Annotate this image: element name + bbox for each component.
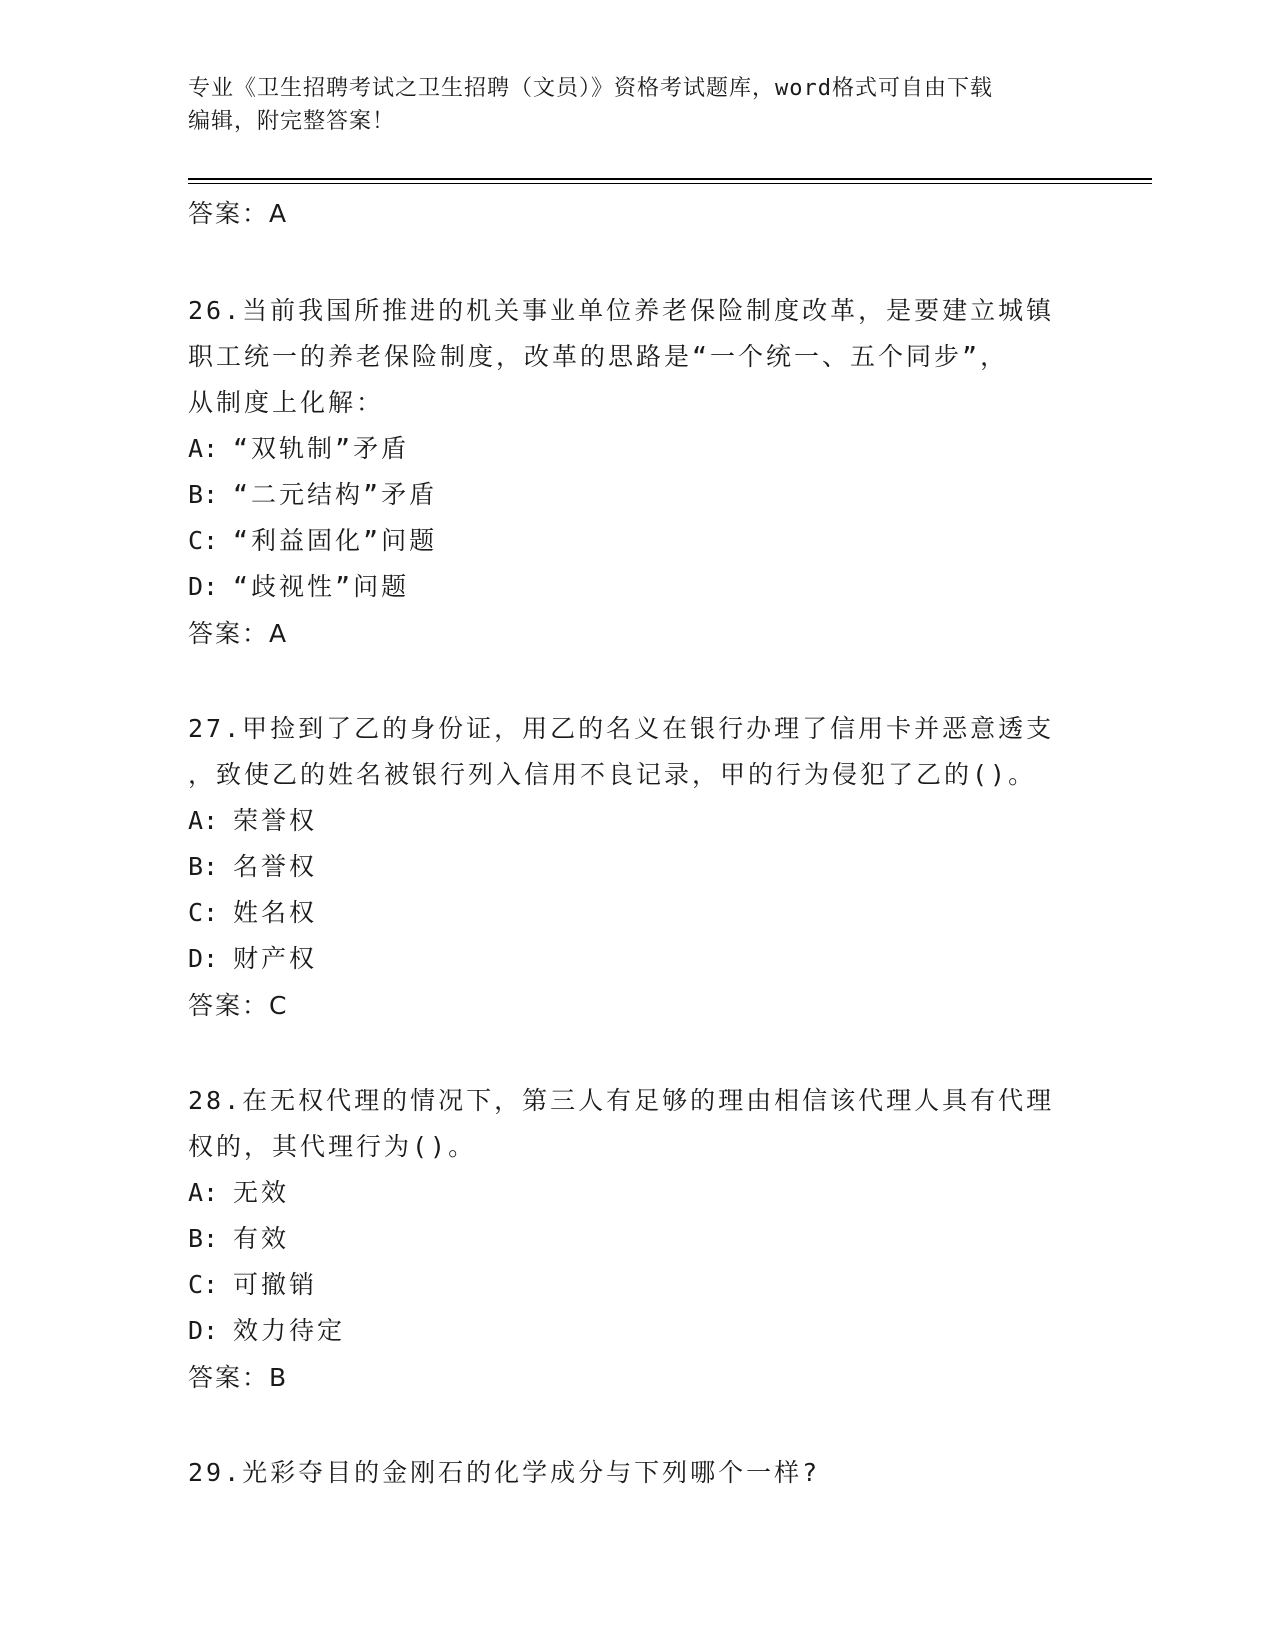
option-key: A: [188,1178,219,1207]
option-d [188,936,1088,982]
answer-label: 答案： [188,1363,270,1392]
question-stem-line: 28.在无权代理的情况下，第三人有足够的理由相信该代理人具有代理 [188,1086,1055,1115]
option-d [188,1308,1088,1354]
answer-label: 答案： [188,199,270,228]
option-a [188,426,1088,472]
option-c [188,518,1088,564]
option-text: “双轨制”矛盾 [233,434,410,463]
question-29 [188,1450,1088,1496]
option-text: 无效 [233,1178,290,1207]
option-a [188,798,1088,844]
answer-value: C [269,991,287,1020]
option-key: D: [188,572,219,601]
question-stem-line: 权的，其代理行为()。 [188,1132,477,1161]
answer-value: B [269,1363,287,1392]
answer-value: A [269,199,287,228]
option-text: “利益固化”问题 [233,526,438,555]
question-26 [188,288,1088,654]
header-line-1: 专业《卫生招聘考试之卫生招聘（文员）》资格考试题库，word格式可自由下载 [188,76,993,101]
document-header [188,72,1088,138]
question-stem-line: 26.当前我国所推进的机关事业单位养老保险制度改革，是要建立城镇 [188,296,1055,325]
option-key: B: [188,480,219,509]
option-key: D: [188,944,219,973]
option-text: “歧视性”问题 [233,572,410,601]
question-stem-line: 29.光彩夺目的金刚石的化学成分与下列哪个一样? [188,1458,821,1487]
option-key: B: [188,852,219,881]
spacer [188,1398,1088,1450]
option-d [188,564,1088,610]
option-text: 姓名权 [233,898,318,927]
question-27 [188,706,1088,1026]
option-text: 名誉权 [233,852,318,881]
option-key: C: [188,526,219,555]
option-text: 有效 [233,1224,290,1253]
option-key: C: [188,1270,219,1299]
option-key: B: [188,1224,219,1253]
option-text: 可撤销 [233,1270,318,1299]
question-list [188,190,1088,1496]
answer-label: 答案： [188,991,270,1020]
answer-label: 答案： [188,619,270,648]
answer-line [188,986,1088,1026]
option-text: 财产权 [233,944,318,973]
question-stem-line: 从制度上化解： [188,388,385,417]
question-stem-line: 职工统一的养老保险制度，改革的思路是“一个统一、五个同步”， [188,342,1009,371]
option-text: 荣誉权 [233,806,318,835]
answer-value: A [269,619,287,648]
header-line-2: 编辑，附完整答案！ [188,109,396,134]
option-text: “二元结构”矛盾 [233,480,438,509]
option-text: 效力待定 [233,1316,346,1345]
answer-line [188,1358,1088,1398]
option-a [188,1170,1088,1216]
question-stem-line: 27.甲捡到了乙的身份证，用乙的名义在银行办理了信用卡并恶意透支 [188,714,1055,743]
answer-line [188,614,1088,654]
question-28 [188,1078,1088,1398]
option-key: D: [188,1316,219,1345]
option-b [188,1216,1088,1262]
option-key: A: [188,434,219,463]
spacer [188,234,1088,288]
option-c [188,890,1088,936]
option-b [188,844,1088,890]
option-key: C: [188,898,219,927]
spacer [188,1026,1088,1078]
option-b [188,472,1088,518]
spacer [188,654,1088,706]
header-divider-thick [188,178,1152,180]
option-c [188,1262,1088,1308]
header-divider-thin [188,183,1152,184]
answer-line [188,194,1088,234]
option-key: A: [188,806,219,835]
question-stem-line: ，致使乙的姓名被银行列入信用不良记录，甲的行为侵犯了乙的()。 [188,760,1037,789]
